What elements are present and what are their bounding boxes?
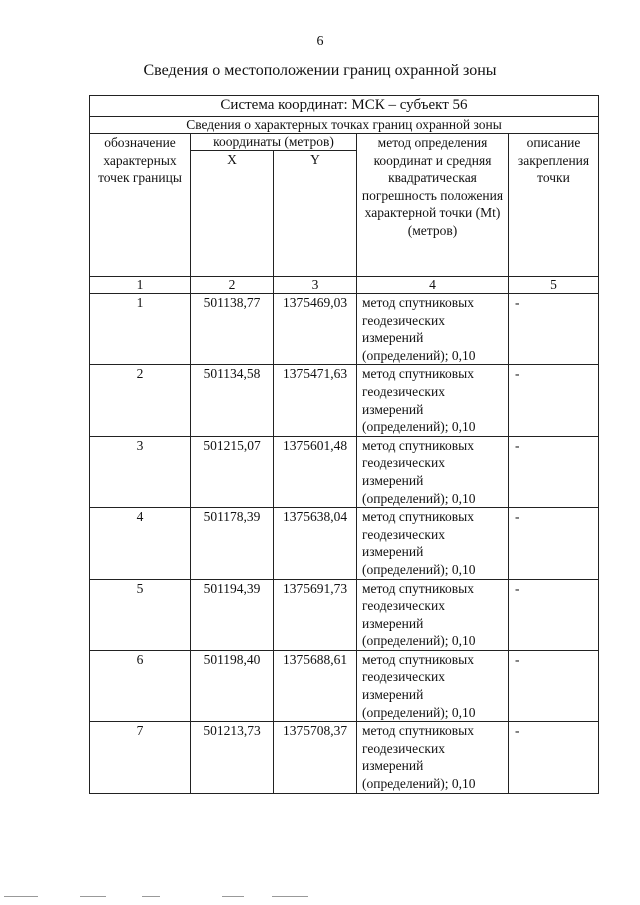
method-cell: метод спутниковых геодезических измерений (определений); 0,10 [357,508,509,579]
table-row [90,650,599,721]
y-coordinate-cell: 1375638,04 [274,508,357,579]
table-row [90,436,599,507]
x-coordinate-cell: 501215,07 [191,436,274,507]
point-number-cell: 5 [90,579,191,650]
section-title-row [90,117,599,134]
x-coordinate-cell: 501178,39 [191,508,274,579]
method-cell: метод спутниковых геодезических измерений (определений); 0,10 [357,650,509,721]
y-coordinate-cell: 1375708,37 [274,722,357,793]
x-coordinate-cell: 501134,58 [191,365,274,436]
header-x: X [191,151,274,277]
coordinate-system-row [90,96,599,117]
footer-scan-marks [0,896,640,900]
method-cell: метод спутниковых геодезических измерений (определений); 0,10 [357,365,509,436]
table-row [90,722,599,793]
point-number-cell: 7 [90,722,191,793]
description-cell: - [509,579,599,650]
column-number: 5 [509,277,599,294]
header-description: описание закрепления точки [509,134,599,277]
coordinate-system-title: Система координат: МСК – субъект 56 [90,96,599,117]
table-row [90,365,599,436]
point-number-cell: 1 [90,294,191,365]
page-number: 6 [316,34,324,49]
description-cell: - [509,436,599,507]
description-cell: - [509,294,599,365]
method-cell: метод спутниковых геодезических измерений (определений); 0,10 [357,294,509,365]
point-number-cell: 2 [90,365,191,436]
y-coordinate-cell: 1375469,03 [274,294,357,365]
section-title: Сведения о характерных точках границ охранной зоны [90,117,599,134]
table-row [90,294,599,365]
description-cell: - [509,650,599,721]
point-number-cell: 6 [90,650,191,721]
column-number: 3 [274,277,357,294]
y-coordinate-cell: 1375471,63 [274,365,357,436]
y-coordinate-cell: 1375601,48 [274,436,357,507]
x-coordinate-cell: 501138,77 [191,294,274,365]
x-coordinate-cell: 501194,39 [191,579,274,650]
description-cell: - [509,722,599,793]
header-method: метод определения координат и средняя квадратическая погрешность положения характерной точки (Mt) (метров) [357,134,509,277]
x-coordinate-cell: 501198,40 [191,650,274,721]
description-cell: - [509,365,599,436]
header-designation: обозначение характерных точек границы [90,134,191,277]
point-number-cell: 4 [90,508,191,579]
header-coordinates: координаты (метров) [191,134,357,151]
method-cell: метод спутниковых геодезических измерений (определений); 0,10 [357,722,509,793]
description-cell: - [509,508,599,579]
boundary-points-table [89,95,599,794]
table-row [90,508,599,579]
header-y: Y [274,151,357,277]
column-number: 2 [191,277,274,294]
method-cell: метод спутниковых геодезических измерений (определений); 0,10 [357,579,509,650]
point-number-cell: 3 [90,436,191,507]
document-title: Сведения о местоположении границ охранной зоны [143,62,497,79]
column-number: 4 [357,277,509,294]
x-coordinate-cell: 501213,73 [191,722,274,793]
column-number: 1 [90,277,191,294]
y-coordinate-cell: 1375688,61 [274,650,357,721]
column-numbers-row [90,277,599,294]
y-coordinate-cell: 1375691,73 [274,579,357,650]
table-row [90,579,599,650]
method-cell: метод спутниковых геодезических измерений (определений); 0,10 [357,436,509,507]
column-header-row-1 [90,134,599,151]
